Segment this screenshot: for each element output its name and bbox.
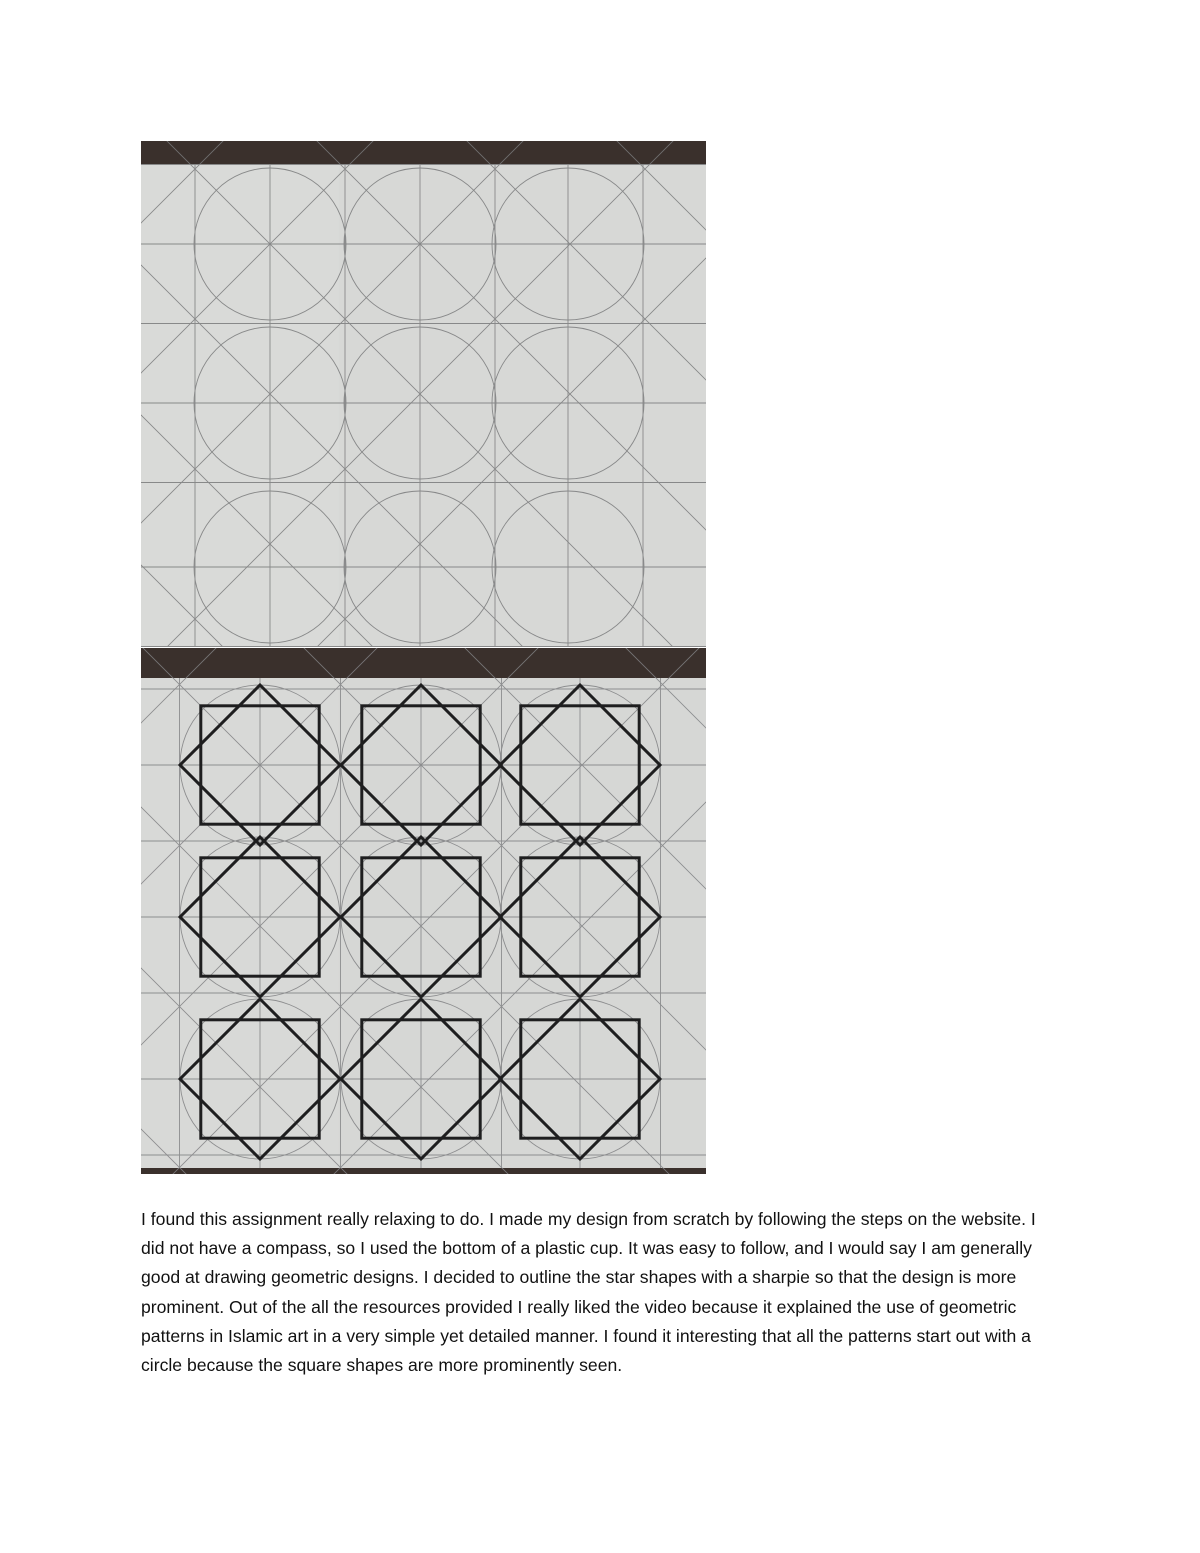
paper-highlight	[141, 648, 339, 1174]
circle-grid-drawing	[141, 141, 706, 647]
paper-highlight	[141, 141, 339, 647]
photo-pencil-circle-grid	[141, 141, 706, 647]
table-edge-bottom	[141, 1168, 706, 1174]
table-edge-top	[141, 141, 706, 164]
reflection-paragraph: I found this assignment really relaxing to do. I made my design from scratch by following the steps on the website. I did not have a compass, so I used the bottom of a plastic cup. It was easy to follow, and I would say I am generally good at drawing geometric designs. I decided to outline the star shapes with a sharpie so that the design is more prominent. Out of the all the resources provided I really liked the video because it explained the use of geometric patterns in Islamic art in a very simple yet detailed manner. I found it interesting that all the patterns start out with a circle because the square shapes are more prominently seen.	[141, 1209, 1036, 1376]
star-pattern-drawing	[141, 648, 706, 1174]
photo-star-pattern	[141, 648, 706, 1174]
table-edge-top	[141, 648, 706, 678]
